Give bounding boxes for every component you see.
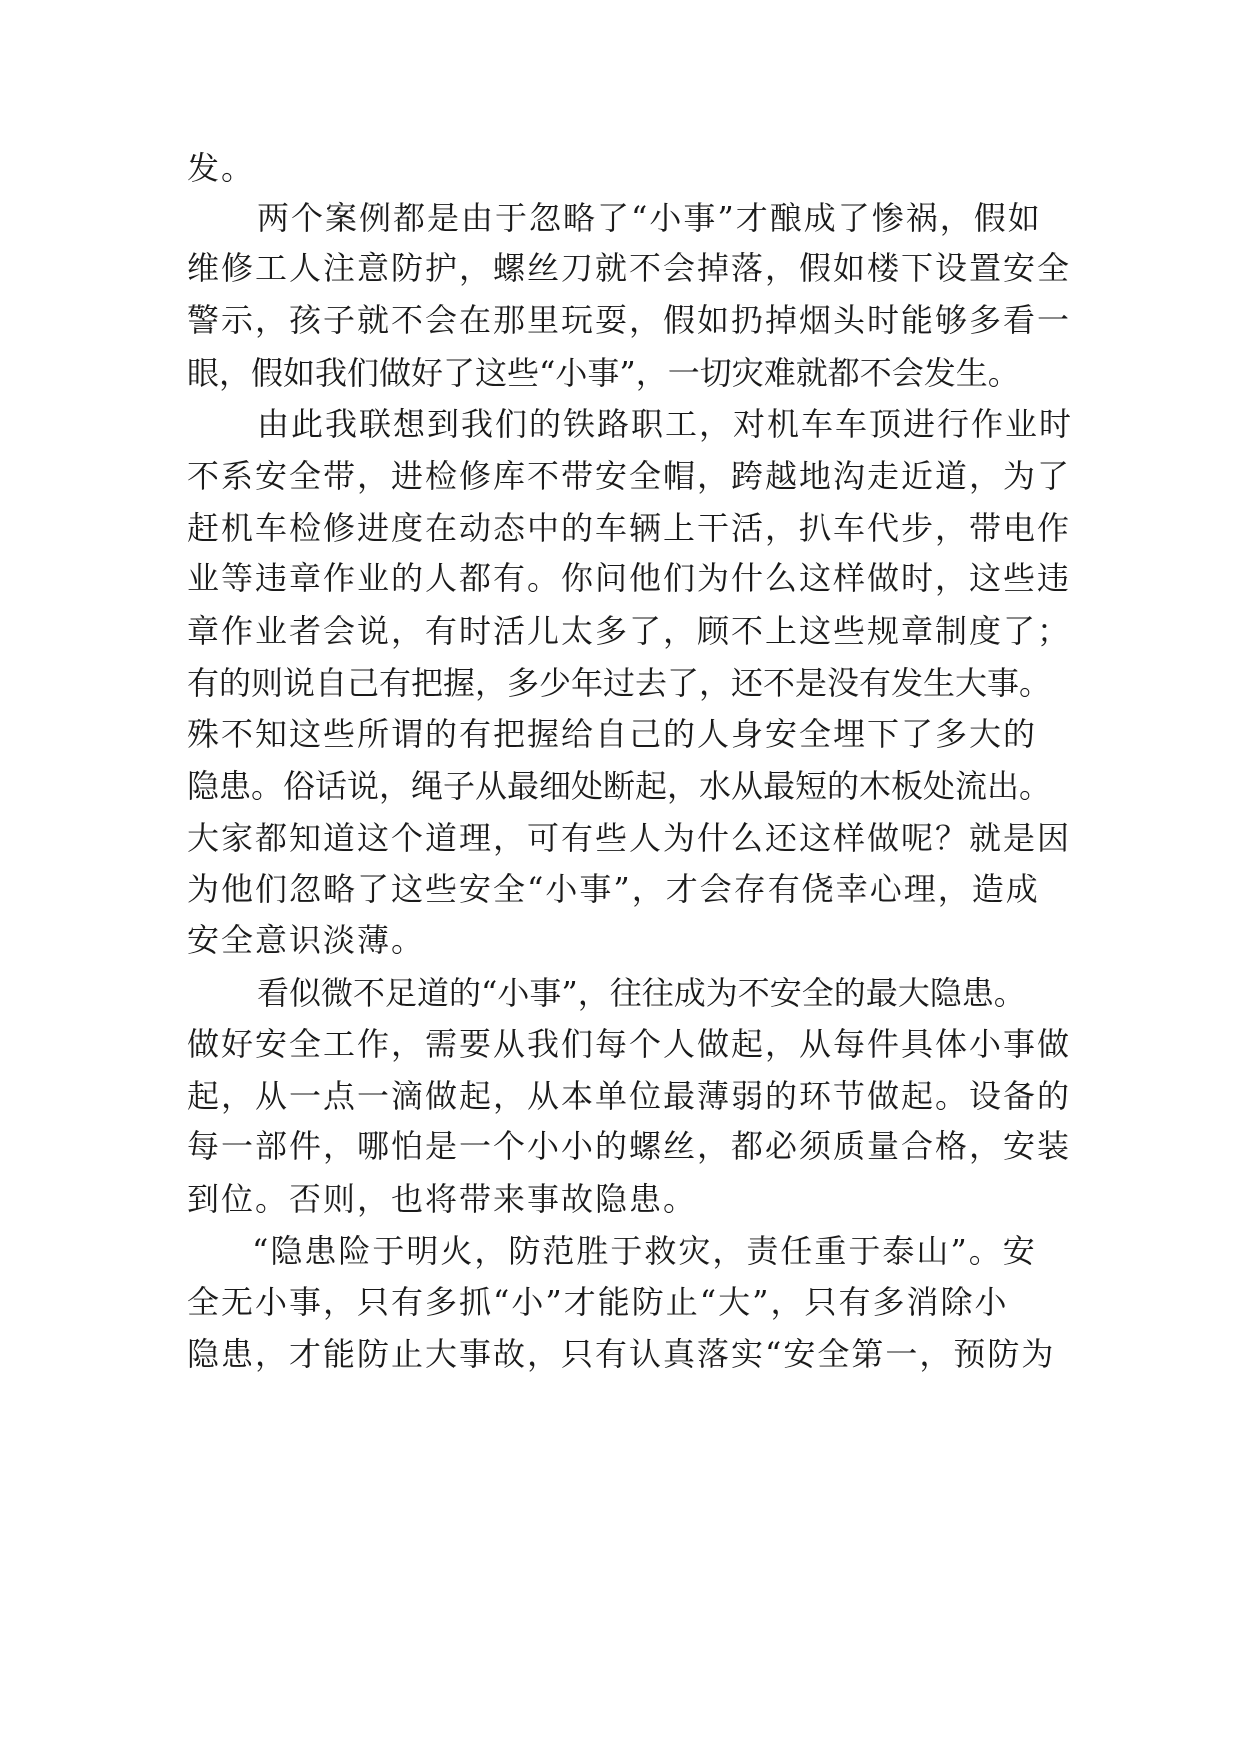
text-line: 到位。否则，也将带来事故隐患。 [187,1180,698,1218]
text-line: 做好安全工作，需要从我们每个人做起，从每件具体小事做 [187,1025,1072,1063]
text-line: 每一部件，哪怕是一个小小的螺丝，都必须质量合格，安装 [187,1127,1072,1165]
text-line: 安全意识淡薄。 [187,921,426,959]
text-line: 起，从一点一滴做起，从本单位最薄弱的环节做起。设备的 [187,1077,1072,1115]
text-line: 大家都知道这个道理，可有些人为什么还这样做呢？就是因 [187,819,1072,857]
text-line: 章作业者会说，有时活儿太多了，顾不上这些规章制度了； [187,612,1072,650]
text-line: 隐患，才能防止大事故，只有认真落实“安全第一，预防为 [187,1335,1056,1373]
text-line: 维修工人注意防护，螺丝刀就不会掉落，假如楼下设置安全 [187,249,1072,287]
text-line: 隐患。俗话说，绳子从最细处断起，水从最短的木板处流出。 [187,767,1052,805]
paragraph-start-line: 由此我联想到我们的铁路职工，对机车车顶进行作业时 [257,405,1074,443]
text-line: 为他们忽略了这些安全“小事”，才会存有侥幸心理，造成 [187,870,1040,908]
text-line: 警示，孩子就不会在那里玩耍，假如扔掉烟头时能够多看一 [187,301,1072,339]
text-line: 眼，假如我们做好了这些“小事”，一切灾难就都不会发生。 [187,354,1020,392]
paragraph-start-line: 看似微不足道的“小事”，往往成为不安全的最大隐患。 [257,974,1026,1012]
text-line: 业等违章作业的人都有。你问他们为什么这样做时，这些违 [187,559,1072,597]
paragraph-start-line: 两个案例都是由于忽略了“小事”才酿成了惨祸，假如 [257,199,1042,237]
text-line: 发。 [187,149,256,187]
text-line: 全无小事，只有多抓“小”才能防止“大”，只有多消除小 [187,1283,1009,1321]
text-line: 不系安全带，进检修库不带安全帽，跨越地沟走近道，为了 [187,457,1072,495]
text-line: 赶机车检修进度在动态中的车辆上干活，扒车代步，带电作 [187,509,1072,547]
text-line: 殊不知这些所谓的有把握给自己的人身安全埋下了多大的 [187,715,1038,753]
paragraph-start-line: “隐患险于明火，防范胜于救灾，责任重于泰山”。安 [252,1232,1037,1270]
text-line: 有的则说自己有把握，多少年过去了，还不是没有发生大事。 [187,664,1052,702]
